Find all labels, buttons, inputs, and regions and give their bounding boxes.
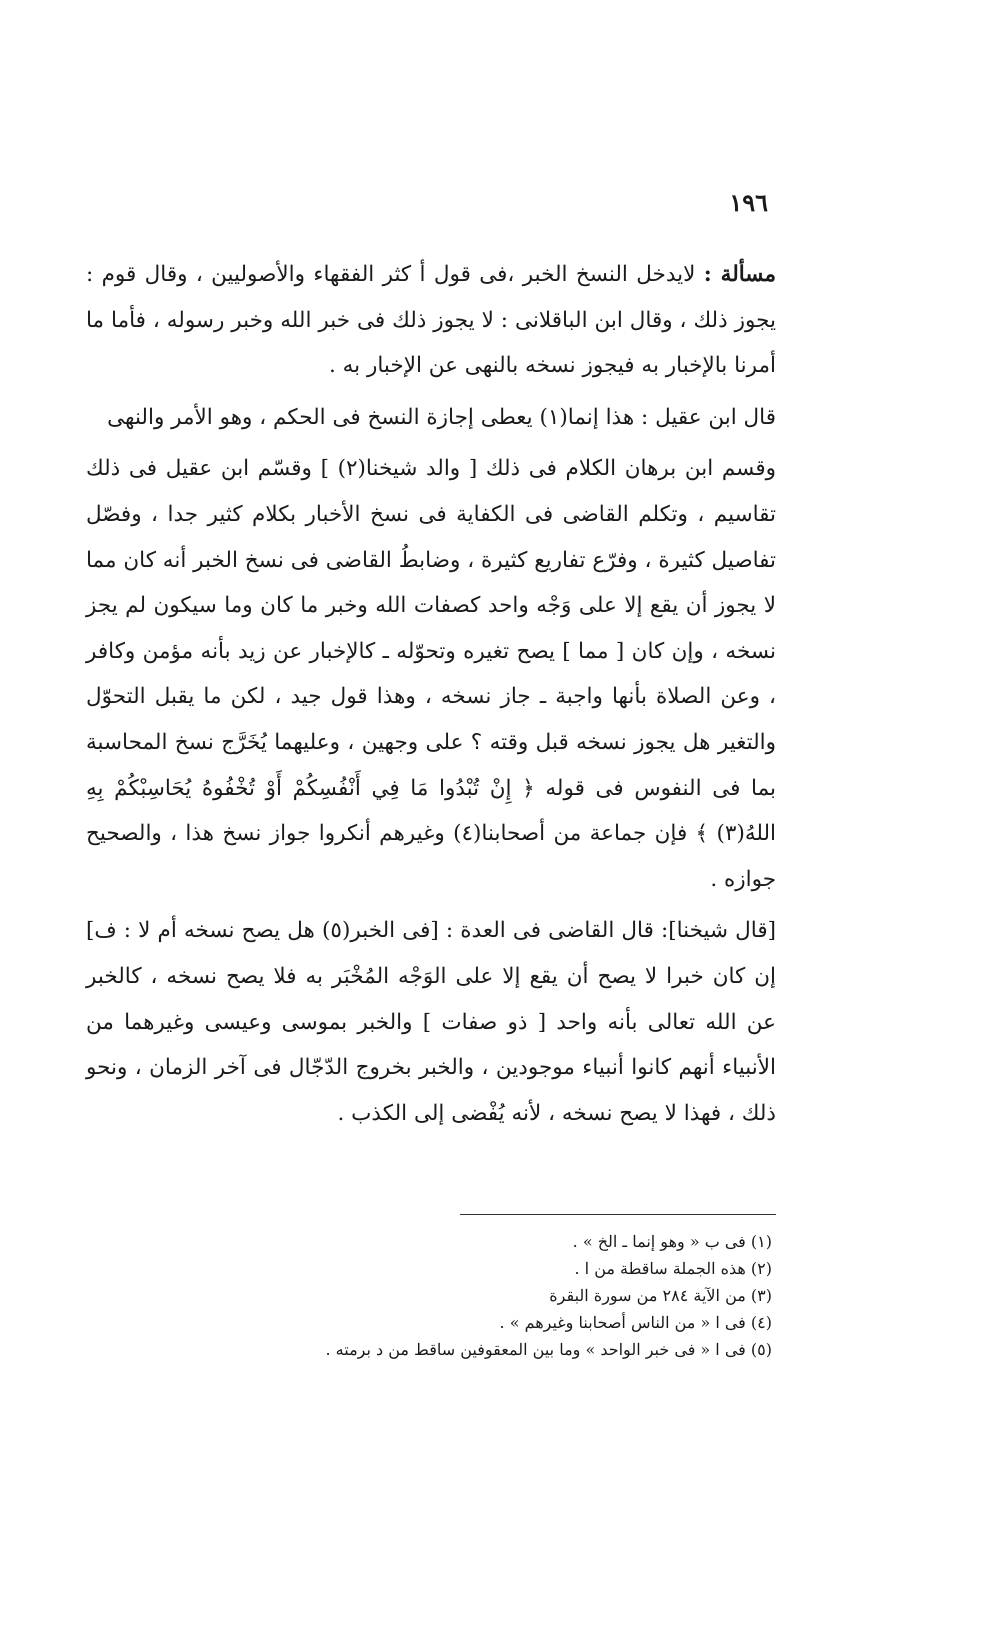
paragraph-qadi: [قال شيخنا]: قال القاضى فى العدة : [فى الخبر(٥) هل يصح نسخه أم لا : ف] إن كان خبرا لا يصح أن يقع إلا على الوَجْه المُخْبَر به فلا يصح نسخه ، كالخبر عن الله تعالى بأنه واحد [ ذو صفات ] والخبر بموسى وعيسى وغيرهما من الأنبياء أنهم كانوا أنبياء موجودين ، والخبر بخروج الدّجّال فى آخر الزمان ، ونحو ذلك ، فهذا لا يصح نسخه ، لأنه يُفْضى إلى الكذب . bbox=[86, 918, 776, 1126]
paragraph-issue-text: لايدخل النسخ الخبر ،فى قول أ كثر الفقهاء والأصوليين ، وقال قوم : يجوز ذلك ، وقال ابن الباقلانى : لا يجوز ذلك فى خبر الله وخبر رسوله ، فأما ما أمرنا بالإخبار به فيجوز نسخه بالنهى عن الإخبار به . bbox=[86, 262, 776, 379]
issue-heading: مسألة : bbox=[703, 262, 777, 287]
footnote: (٢) هذه الجملة ساقطة من ا . bbox=[574, 1259, 772, 1278]
footnote: (٥) فى ا « فى خبر الواحد » وما بين المعقوفين ساقط من د برمته . bbox=[325, 1340, 772, 1359]
main-text bbox=[86, 252, 776, 1142]
footnote: (٣) من الآية ٢٨٤ من سورة البقرة bbox=[549, 1286, 772, 1305]
footnote: (١) فى ب « وهو إنما ـ الخ » . bbox=[572, 1232, 772, 1251]
paragraph-ibn-aqil: قال ابن عقيل : هذا إنما(١) يعطى إجازة النسخ فى الحكم ، وهو الأمر والنهى bbox=[107, 404, 776, 430]
paragraph-division: وقسم ابن برهان الكلام فى ذلك [ والد شيخنا(٢) ] وقسّم ابن عقيل فى ذلك تقاسيم ، وتكلم القاضى فى الكفاية فى نسخ الأخبار بكلام كثير جدا ، وفصّل تفاصيل كثيرة ، وفرّع تفاريع كثيرة ، وضابطُ القاضى فى نسخ الخبر أنه كان مما لا يجوز أن يقع إلا على وَجْه واحد كصفات الله وخبر ما كان وما سيكون لم يجز نسخه ، وإن كان [ مما ] يصح تغيره وتحوّله ـ كالإخبار عن زيد بأنه مؤمن وكافر ، وعن الصلاة بأنها واجبة ـ جاز نسخه ، وهذا قول جيد ، لكن ما يقبل التحوّل والتغير هل يجوز نسخه قبل وقته ؟ على وجهين ، وعليهما يُخَرَّج نسخ المحاسبة بما فى النفوس فى قوله ﴿ إِنْ تُبْدُوا مَا فِي أَنْفُسِكُمْ أَوْ تُخْفُوهُ يُحَاسِبْكُمْ بِهِ اللهُ(٣) ﴾ فإن جماعة من أصحابنا(٤) وغيرهم أنكروا جواز نسخ هذا ، والصحيح جوازه . bbox=[86, 456, 776, 892]
footnotes bbox=[212, 1228, 772, 1363]
footnote-divider bbox=[460, 1214, 776, 1215]
paragraph-issue bbox=[86, 252, 776, 389]
footnote: (٤) فى ا « من الناس أصحابنا وغيرهم » . bbox=[499, 1313, 772, 1332]
page-number: ١٩٦ bbox=[729, 188, 768, 217]
